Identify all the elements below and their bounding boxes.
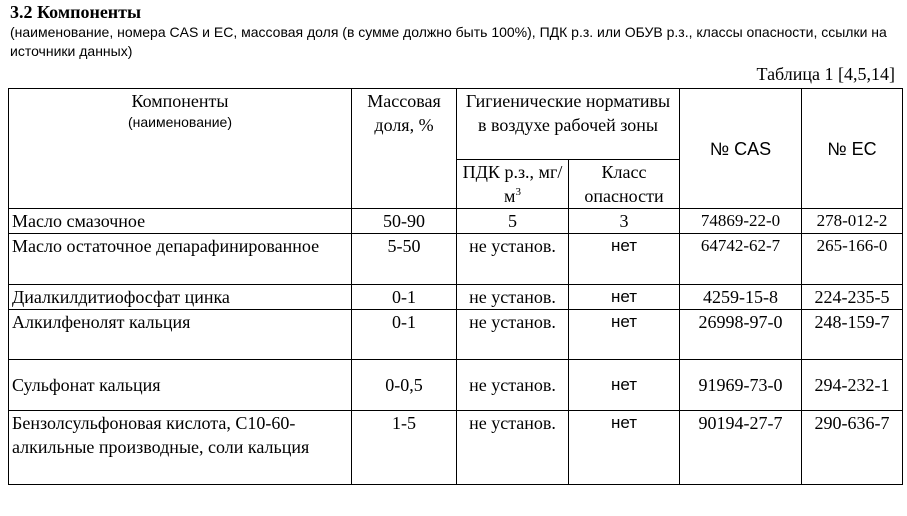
components-table [8,88,903,485]
header-cas: № CAS [680,89,802,209]
table-row [9,234,903,285]
cell-cas: 90194-27-7 [680,411,802,485]
cell-pdk: не установ. [457,234,569,285]
cell-pdk: не установ. [457,310,569,360]
header-pdk-label: ПДК р.з., мг/м [462,162,563,206]
cell-ec: 290-636-7 [802,411,903,485]
cell-cas: 64742-62-7 [680,234,802,285]
cell-hazard: 3 [569,209,680,234]
cell-cas: 74869-22-0 [680,209,802,234]
cell-ec: 265-166-0 [802,234,903,285]
header-pdk-superscript: 3 [515,186,521,198]
cell-mass: 1-5 [352,411,457,485]
cell-hazard: нет [569,285,680,310]
section-subtitle: (наименование, номера CAS и ЕС, массовая доля (в сумме должно быть 100%), ПДК р.з. или ОБУВ р.з., классы опасности, ссылки на источники данных) [10,24,887,59]
header-pdk [457,160,569,209]
cell-pdk: не установ. [457,360,569,411]
header-component [9,89,352,209]
cell-mass: 0-1 [352,285,457,310]
cell-hazard: нет [569,360,680,411]
table-row [9,310,903,360]
cell-cas: 26998-97-0 [680,310,802,360]
cell-mass: 0-0,5 [352,360,457,411]
cell-pdk: 5 [457,209,569,234]
cell-cas: 4259-15-8 [680,285,802,310]
cell-ec: 224-235-5 [802,285,903,310]
table-row [9,360,903,411]
cell-mass: 0-1 [352,310,457,360]
cell-ec: 294-232-1 [802,360,903,411]
cell-name: Бензолсульфоновая кислота, С10-60-алкильные производные, соли кальция [9,411,352,485]
header-ec: № ЕС [802,89,903,209]
header-mass: Массовая доля, % [352,89,457,209]
cell-hazard: нет [569,234,680,285]
table-row [9,285,903,310]
cell-mass: 50-90 [352,209,457,234]
header-component-label: Компоненты [131,91,229,111]
cell-pdk: не установ. [457,285,569,310]
table-row [9,411,903,485]
header-hygiene: Гигиенические нормативы в воздухе рабочей зоны [457,89,680,160]
table-reference: Таблица 1 [4,5,14] [756,64,895,84]
cell-name: Масло смазочное [9,209,352,234]
cell-name: Алкилфенолят кальция [9,310,352,360]
header-hazard: Класс опасности [569,160,680,209]
table-header-row [9,89,903,160]
cell-mass: 5-50 [352,234,457,285]
cell-name: Масло остаточное депарафинированное [9,234,352,285]
cell-name: Сульфонат кальция [9,360,352,411]
cell-cas: 91969-73-0 [680,360,802,411]
table-row [9,209,903,234]
cell-hazard: нет [569,310,680,360]
cell-name: Диалкилдитиофосфат цинка [9,285,352,310]
cell-ec: 278-012-2 [802,209,903,234]
cell-hazard: нет [569,411,680,485]
header-component-sub: (наименование) [128,114,232,130]
cell-ec: 248-159-7 [802,310,903,360]
cell-pdk: не установ. [457,411,569,485]
section-heading: 3.2 Компоненты [10,2,142,22]
